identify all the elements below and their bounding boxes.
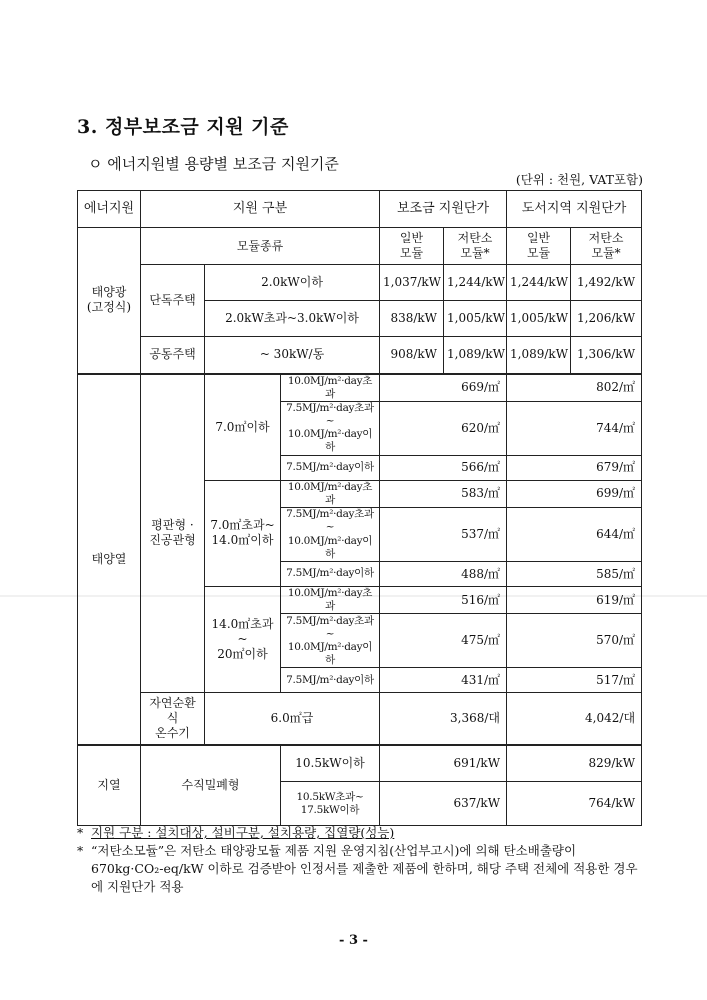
lowcarbon-module-header xyxy=(444,228,507,265)
thermal-condition: 10.0MJ/m²·day초과 xyxy=(281,587,380,614)
section-heading: 3. 정부보조금 지원 기준 xyxy=(77,116,289,138)
geo-spec xyxy=(281,782,380,826)
pv-value: 908/kW xyxy=(380,337,444,374)
geo-subsidy: 691/kW xyxy=(380,745,507,782)
subsidy-table xyxy=(77,190,642,826)
thermal-condition: 7.5MJ/m²·day이하 xyxy=(281,455,380,480)
pv-value: 1,005/kW xyxy=(444,301,507,337)
header-category: 지원 구분 xyxy=(141,191,380,228)
pv-value: 838/kW xyxy=(380,301,444,337)
thermal-area-label: 7.0㎡이하 xyxy=(215,419,270,434)
thermal-island: 679/㎡ xyxy=(507,455,642,480)
energy-thermal: 태양열 xyxy=(78,374,141,745)
geo-island: 764/kW xyxy=(507,782,642,826)
energy-pv xyxy=(78,228,141,374)
thermal-condition-text: 7.5MJ/m²·day초과 ~ 10.0MJ/m²·day이하 xyxy=(286,508,374,560)
thermal-natural-type xyxy=(141,693,205,745)
table-subheading: ㅇ 에너지원별 용량별 보조금 지원기준 xyxy=(88,155,339,173)
thermal-island: 744/㎡ xyxy=(507,401,642,455)
thermal-subsidy: 488/㎡ xyxy=(380,562,507,587)
thermal-island: 802/㎡ xyxy=(507,374,642,402)
thermal-area xyxy=(205,480,281,586)
header-energy: 에너지원 xyxy=(78,191,141,228)
pv-spec: ~ 30kW/동 xyxy=(205,337,380,374)
footnotes xyxy=(77,824,647,896)
energy-pv-label: 태양광 (고정식) xyxy=(86,285,132,315)
thermal-island: 619/㎡ xyxy=(507,587,642,614)
thermal-island: 585/㎡ xyxy=(507,562,642,587)
thermal-subsidy: 620/㎡ xyxy=(380,401,507,455)
thermal-subsidy: 537/㎡ xyxy=(380,508,507,562)
unit-note: (단위 : 천원, VAT포함) xyxy=(515,172,643,187)
pv-value: 1,005/kW xyxy=(507,301,571,337)
pv-value: 1,244/kW xyxy=(507,265,571,301)
thermal-subsidy: 431/㎡ xyxy=(380,668,507,693)
footnote-text: 지원 구분 : 설치대상, 설비구분, 설치용량, 집열량(성능) xyxy=(91,825,395,840)
pv-value: 1,089/kW xyxy=(507,337,571,374)
thermal-subsidy: 475/㎡ xyxy=(380,614,507,668)
thermal-subsidy: 583/㎡ xyxy=(380,480,507,507)
pv-spec: 2.0kW이하 xyxy=(205,265,380,301)
thermal-island: 699/㎡ xyxy=(507,480,642,507)
pv-value: 1,089/kW xyxy=(444,337,507,374)
header-island: 도서지역 지원단가 xyxy=(507,191,642,228)
geo-type: 수직밀폐형 xyxy=(141,745,281,826)
island-general-module-label: 일반 모듈 xyxy=(526,231,551,260)
geo-island: 829/kW xyxy=(507,745,642,782)
pv-detached: 단독주택 xyxy=(141,265,205,337)
thermal-flat-type-label: 평판형 · 진공관형 xyxy=(149,518,196,548)
thermal-natural-type-label: 자연순환식 온수기 xyxy=(149,696,196,740)
pv-value: 1,037/kW xyxy=(380,265,444,301)
thermal-island: 644/㎡ xyxy=(507,508,642,562)
thermal-natural-island: 4,042/대 xyxy=(507,693,642,745)
thermal-area xyxy=(205,374,281,481)
pv-spec: 2.0kW초과~3.0kW이하 xyxy=(205,301,380,337)
thermal-condition xyxy=(281,401,380,455)
geo-spec-text: 10.5kW초과~ 17.5kW이하 xyxy=(296,790,364,816)
geo-spec: 10.5kW이하 xyxy=(281,745,380,782)
thermal-area-label: 7.0㎡초과~ 14.0㎡이하 xyxy=(210,518,275,548)
lowcarbon-module-label: 저탄소 모듈* xyxy=(457,231,493,260)
thermal-flat-type xyxy=(141,374,205,693)
thermal-area-label: 14.0㎡초과~ 20㎡이하 xyxy=(211,617,274,662)
thermal-condition xyxy=(281,614,380,668)
thermal-natural-spec: 6.0㎡급 xyxy=(205,693,380,745)
energy-geo: 지열 xyxy=(78,745,141,826)
general-module-header xyxy=(380,228,444,265)
page-number: - 3 - xyxy=(339,933,368,948)
thermal-subsidy: 516/㎡ xyxy=(380,587,507,614)
thermal-condition-text: 7.5MJ/m²·day초과 ~ 10.0MJ/m²·day이하 xyxy=(286,614,374,666)
thermal-condition: 10.0MJ/m²·day초과 xyxy=(281,480,380,507)
thermal-condition: 7.5MJ/m²·day이하 xyxy=(281,562,380,587)
thermal-condition xyxy=(281,508,380,562)
pv-value: 1,492/kW xyxy=(571,265,642,301)
header-subsidy: 보조금 지원단가 xyxy=(380,191,507,228)
thermal-condition: 7.5MJ/m²·day이하 xyxy=(281,668,380,693)
thermal-island: 570/㎡ xyxy=(507,614,642,668)
thermal-subsidy: 566/㎡ xyxy=(380,455,507,480)
footnote-star: * xyxy=(77,843,84,858)
island-lowcarbon-module-label: 저탄소 모듈* xyxy=(588,231,624,260)
general-module-label: 일반 모듈 xyxy=(399,231,424,260)
thermal-island: 517/㎡ xyxy=(507,668,642,693)
pv-value: 1,244/kW xyxy=(444,265,507,301)
thermal-natural-subsidy: 3,368/대 xyxy=(380,693,507,745)
thermal-subsidy: 669/㎡ xyxy=(380,374,507,402)
module-type-label: 모듈종류 xyxy=(141,228,380,265)
pv-value: 1,306/kW xyxy=(571,337,642,374)
footnote-text: “저탄소모듈”은 저탄소 태양광모듈 제품 지원 운영지침(산업부고시)에 의해 탄소배출량이 670kg·CO₂-eq/kW 이하로 검증받아 인정서를 제출한 제품에 한하며, 해당 주택 전체에 적용한 경우에 지원단가 적용 xyxy=(91,843,638,894)
thermal-condition: 10.0MJ/m²·day초과 xyxy=(281,374,380,402)
geo-subsidy: 637/kW xyxy=(380,782,507,826)
footnote-1 xyxy=(77,824,647,842)
pv-value: 1,206/kW xyxy=(571,301,642,337)
footnote-2 xyxy=(77,842,647,896)
pv-apartment: 공동주택 xyxy=(141,337,205,374)
island-lowcarbon-module-header xyxy=(571,228,642,265)
thermal-area xyxy=(205,587,281,693)
island-general-module-header xyxy=(507,228,571,265)
thermal-condition-text: 7.5MJ/m²·day초과 ~ 10.0MJ/m²·day이하 xyxy=(286,402,374,454)
footnote-star: * xyxy=(77,825,84,840)
